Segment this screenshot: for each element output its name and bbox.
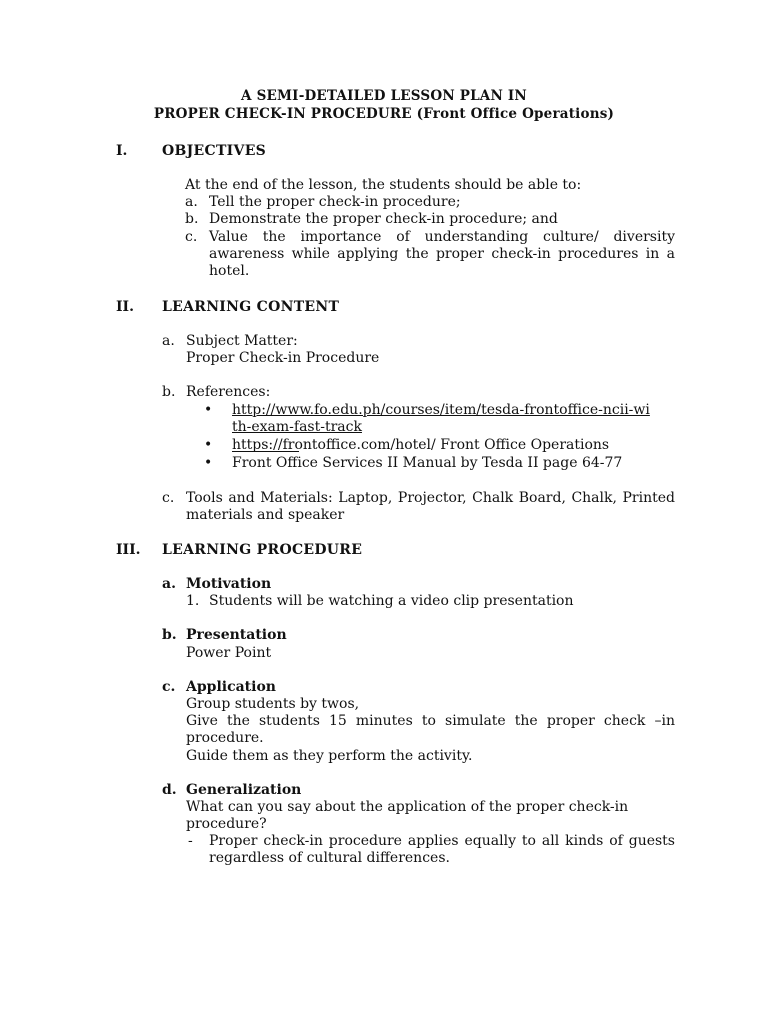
objective-item-a: Tell the proper check-in procedure; xyxy=(209,194,461,210)
objective-marker-b: b. xyxy=(185,211,199,227)
subject-matter-value: Proper Check-in Procedure xyxy=(186,350,380,366)
procedure-marker-d: d. xyxy=(162,782,177,798)
objective-item-b: Demonstrate the proper check-in procedure; and xyxy=(209,211,558,227)
section-heading-objectives: OBJECTIVES xyxy=(162,143,267,159)
content-marker-c: c. xyxy=(162,490,175,506)
tools-and-materials: Tools and Materials: Laptop, Projector, Chalk Board, Chalk, Printed materials and speaker xyxy=(186,490,675,524)
motivation-item-marker: 1. xyxy=(186,593,200,609)
section-heading-procedure: LEARNING PROCEDURE xyxy=(162,542,363,558)
content-marker-b: b. xyxy=(162,384,176,400)
reference-link-2-underline xyxy=(232,451,299,452)
generalization-question: What can you say about the application of the proper check-in procedure? xyxy=(186,799,629,833)
procedure-marker-a: a. xyxy=(162,576,176,592)
objective-marker-c: c. xyxy=(185,229,198,245)
section-numeral-procedure: III. xyxy=(116,542,141,558)
subject-matter-label: Subject Matter: xyxy=(186,333,298,349)
application-line-2: Give the students 15 minutes to simulate the proper check –in procedure. xyxy=(186,713,675,747)
reference-link-1[interactable]: http://www.fo.edu.ph/courses/item/tesda-frontoffice-ncii-with-exam-fast-track xyxy=(232,402,650,436)
reference-item-2[interactable]: https://frontoffice.com/hotel/ Front Office Operations xyxy=(232,437,610,453)
generalization-answer-marker: - xyxy=(188,833,193,849)
presentation-text: Power Point xyxy=(186,645,272,661)
bullet-icon: • xyxy=(204,455,213,471)
objective-item-c: Value the importance of understanding culture/ diversity awareness while applying the proper check-in procedures in a hotel. xyxy=(209,229,675,280)
document-title-line1: A SEMI-DETAILED LESSON PLAN IN xyxy=(241,88,527,104)
section-numeral-content: II. xyxy=(116,299,134,315)
motivation-item: Students will be watching a video clip presentation xyxy=(209,593,574,609)
procedure-marker-c: c. xyxy=(162,679,176,695)
presentation-heading: Presentation xyxy=(186,627,287,643)
motivation-heading: Motivation xyxy=(186,576,272,592)
generalization-answer: Proper check-in procedure applies equally to all kinds of guests regardless of cultural differences. xyxy=(209,833,675,867)
reference-item-3: Front Office Services II Manual by Tesda II page 64-77 xyxy=(232,455,623,471)
application-heading: Application xyxy=(186,679,276,695)
application-line-1: Group students by twos, xyxy=(186,696,360,712)
document-title-line2: PROPER CHECK-IN PROCEDURE (Front Office Operations) xyxy=(153,106,615,122)
bullet-icon: • xyxy=(204,402,213,418)
application-line-3: Guide them as they perform the activity. xyxy=(186,748,473,764)
section-numeral-objectives: I. xyxy=(116,143,128,159)
procedure-marker-b: b. xyxy=(162,627,177,643)
section-heading-content: LEARNING CONTENT xyxy=(162,299,340,315)
objectives-intro: At the end of the lesson, the students should be able to: xyxy=(185,177,582,193)
objective-marker-a: a. xyxy=(185,194,198,210)
content-marker-a: a. xyxy=(162,333,175,349)
bullet-icon: • xyxy=(204,437,213,453)
references-label: References: xyxy=(186,384,271,400)
generalization-heading: Generalization xyxy=(186,782,302,798)
